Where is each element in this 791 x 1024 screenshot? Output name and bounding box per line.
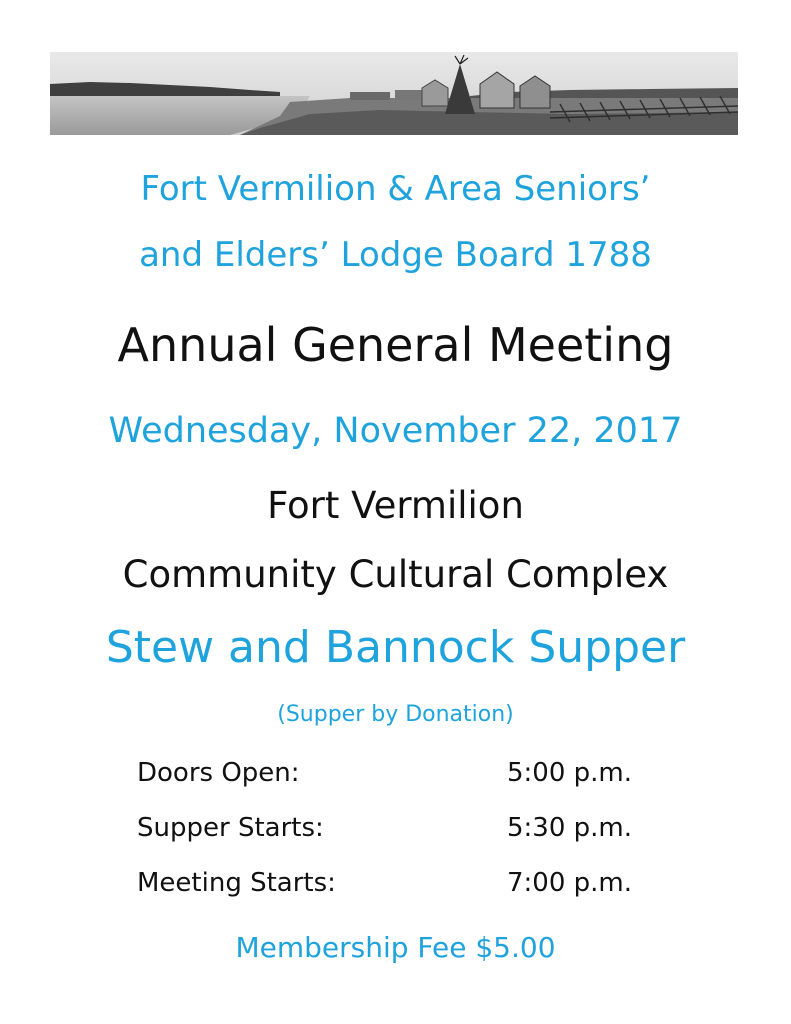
schedule-label: Doors Open:: [137, 758, 300, 788]
schedule-row-meeting: [0, 870, 791, 900]
schedule-label: Meeting Starts:: [137, 868, 336, 898]
supper-title: Stew and Bannock Supper: [105, 622, 686, 673]
membership-fee: Membership Fee $5.00: [235, 931, 556, 964]
schedule-row-doors: [0, 760, 791, 790]
historic-fort-photo-icon: [50, 52, 738, 135]
schedule-row-supper: [0, 815, 791, 845]
schedule-label: Supper Starts:: [137, 813, 324, 843]
organization-name-line2: and Elders’ Lodge Board 1788: [139, 235, 652, 275]
venue-line1: Fort Vermilion: [267, 484, 524, 527]
schedule-time: 7:00 p.m.: [507, 868, 633, 898]
supper-note: (Supper by Donation): [277, 702, 514, 727]
venue-line2: Community Cultural Complex: [122, 553, 669, 596]
organization-name-line1: Fort Vermilion & Area Seniors’: [140, 169, 651, 209]
event-title: Annual General Meeting: [117, 318, 674, 372]
schedule-time: 5:30 p.m.: [507, 813, 633, 843]
schedule-time: 5:00 p.m.: [507, 758, 633, 788]
event-date: Wednesday, November 22, 2017: [108, 411, 683, 451]
